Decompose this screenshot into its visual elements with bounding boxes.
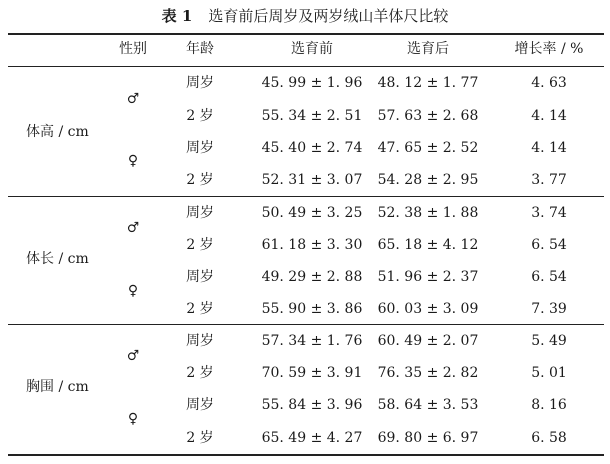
age-cell: 周岁	[186, 205, 214, 221]
trait-label: 体高 / cm	[26, 124, 89, 140]
header-after: 选育后	[407, 41, 449, 57]
rate-cell: 5. 01	[531, 365, 567, 381]
rate-cell: 3. 77	[531, 172, 567, 188]
rate-cell: 3. 74	[531, 205, 567, 221]
before-cell: 55. 34 ± 2. 51	[261, 108, 363, 124]
before-cell: 65. 49 ± 4. 27	[261, 430, 363, 446]
before-cell: 45. 40 ± 2. 74	[261, 140, 363, 156]
after-cell: 48. 12 ± 1. 77	[377, 75, 479, 91]
header-sex: 性别	[119, 41, 147, 57]
after-cell: 60. 49 ± 2. 07	[377, 333, 479, 349]
age-cell: 周岁	[186, 333, 214, 349]
age-cell: 2 岁	[186, 172, 214, 188]
before-cell: 52. 31 ± 3. 07	[261, 172, 363, 188]
after-cell: 51. 96 ± 2. 37	[377, 269, 479, 285]
before-cell: 57. 34 ± 1. 76	[261, 333, 363, 349]
rate-cell: 4. 14	[531, 108, 567, 124]
before-cell: 70. 59 ± 3. 91	[261, 365, 363, 381]
rate-cell: 4. 63	[531, 75, 567, 91]
sex-symbol-female: ♀	[127, 411, 139, 427]
sex-symbol-male: ♂	[126, 348, 140, 364]
before-cell: 50. 49 ± 3. 25	[261, 205, 363, 221]
group-divider	[8, 196, 604, 197]
after-cell: 52. 38 ± 1. 88	[377, 205, 479, 221]
age-cell: 周岁	[186, 75, 214, 91]
age-cell: 2 岁	[186, 108, 214, 124]
before-cell: 45. 99 ± 1. 96	[261, 75, 363, 91]
age-cell: 周岁	[186, 269, 214, 285]
before-cell: 61. 18 ± 3. 30	[261, 237, 363, 253]
rate-cell: 4. 14	[531, 140, 567, 156]
sex-symbol-male: ♂	[126, 220, 140, 236]
before-cell: 55. 90 ± 3. 86	[261, 301, 363, 317]
after-cell: 65. 18 ± 4. 12	[377, 237, 479, 253]
rate-cell: 6. 54	[531, 237, 567, 253]
header-rule	[8, 66, 604, 67]
trait-label: 胸围 / cm	[26, 379, 89, 395]
table-number: 表 1	[161, 7, 193, 25]
table-caption	[0, 6, 610, 26]
header-before: 选育前	[291, 41, 333, 57]
rate-cell: 6. 58	[531, 430, 567, 446]
sex-symbol-female: ♀	[127, 153, 139, 169]
sex-symbol-female: ♀	[127, 283, 139, 299]
after-cell: 54. 28 ± 2. 95	[377, 172, 479, 188]
rate-cell: 8. 16	[531, 397, 567, 413]
age-cell: 周岁	[186, 140, 214, 156]
bottom-rule	[8, 454, 604, 456]
age-cell: 2 岁	[186, 365, 214, 381]
age-cell: 2 岁	[186, 301, 214, 317]
group-divider	[8, 324, 604, 325]
rate-cell: 7. 39	[531, 301, 567, 317]
age-cell: 2 岁	[186, 237, 214, 253]
rate-cell: 5. 49	[531, 333, 567, 349]
table-title: 选育前后周岁及两岁绒山羊体尺比较	[208, 7, 449, 25]
before-cell: 49. 29 ± 2. 88	[261, 269, 363, 285]
before-cell: 55. 84 ± 3. 96	[261, 397, 363, 413]
header-age: 年龄	[186, 41, 214, 57]
after-cell: 57. 63 ± 2. 68	[377, 108, 479, 124]
rate-cell: 6. 54	[531, 269, 567, 285]
after-cell: 60. 03 ± 3. 09	[377, 301, 479, 317]
age-cell: 2 岁	[186, 430, 214, 446]
trait-label: 体长 / cm	[26, 251, 89, 267]
after-cell: 58. 64 ± 3. 53	[377, 397, 479, 413]
top-rule	[8, 33, 604, 35]
header-rate: 增长率 / %	[514, 41, 584, 57]
after-cell: 69. 80 ± 6. 97	[377, 430, 479, 446]
after-cell: 76. 35 ± 2. 82	[377, 365, 479, 381]
after-cell: 47. 65 ± 2. 52	[377, 140, 479, 156]
age-cell: 周岁	[186, 397, 214, 413]
sex-symbol-male: ♂	[126, 91, 140, 107]
